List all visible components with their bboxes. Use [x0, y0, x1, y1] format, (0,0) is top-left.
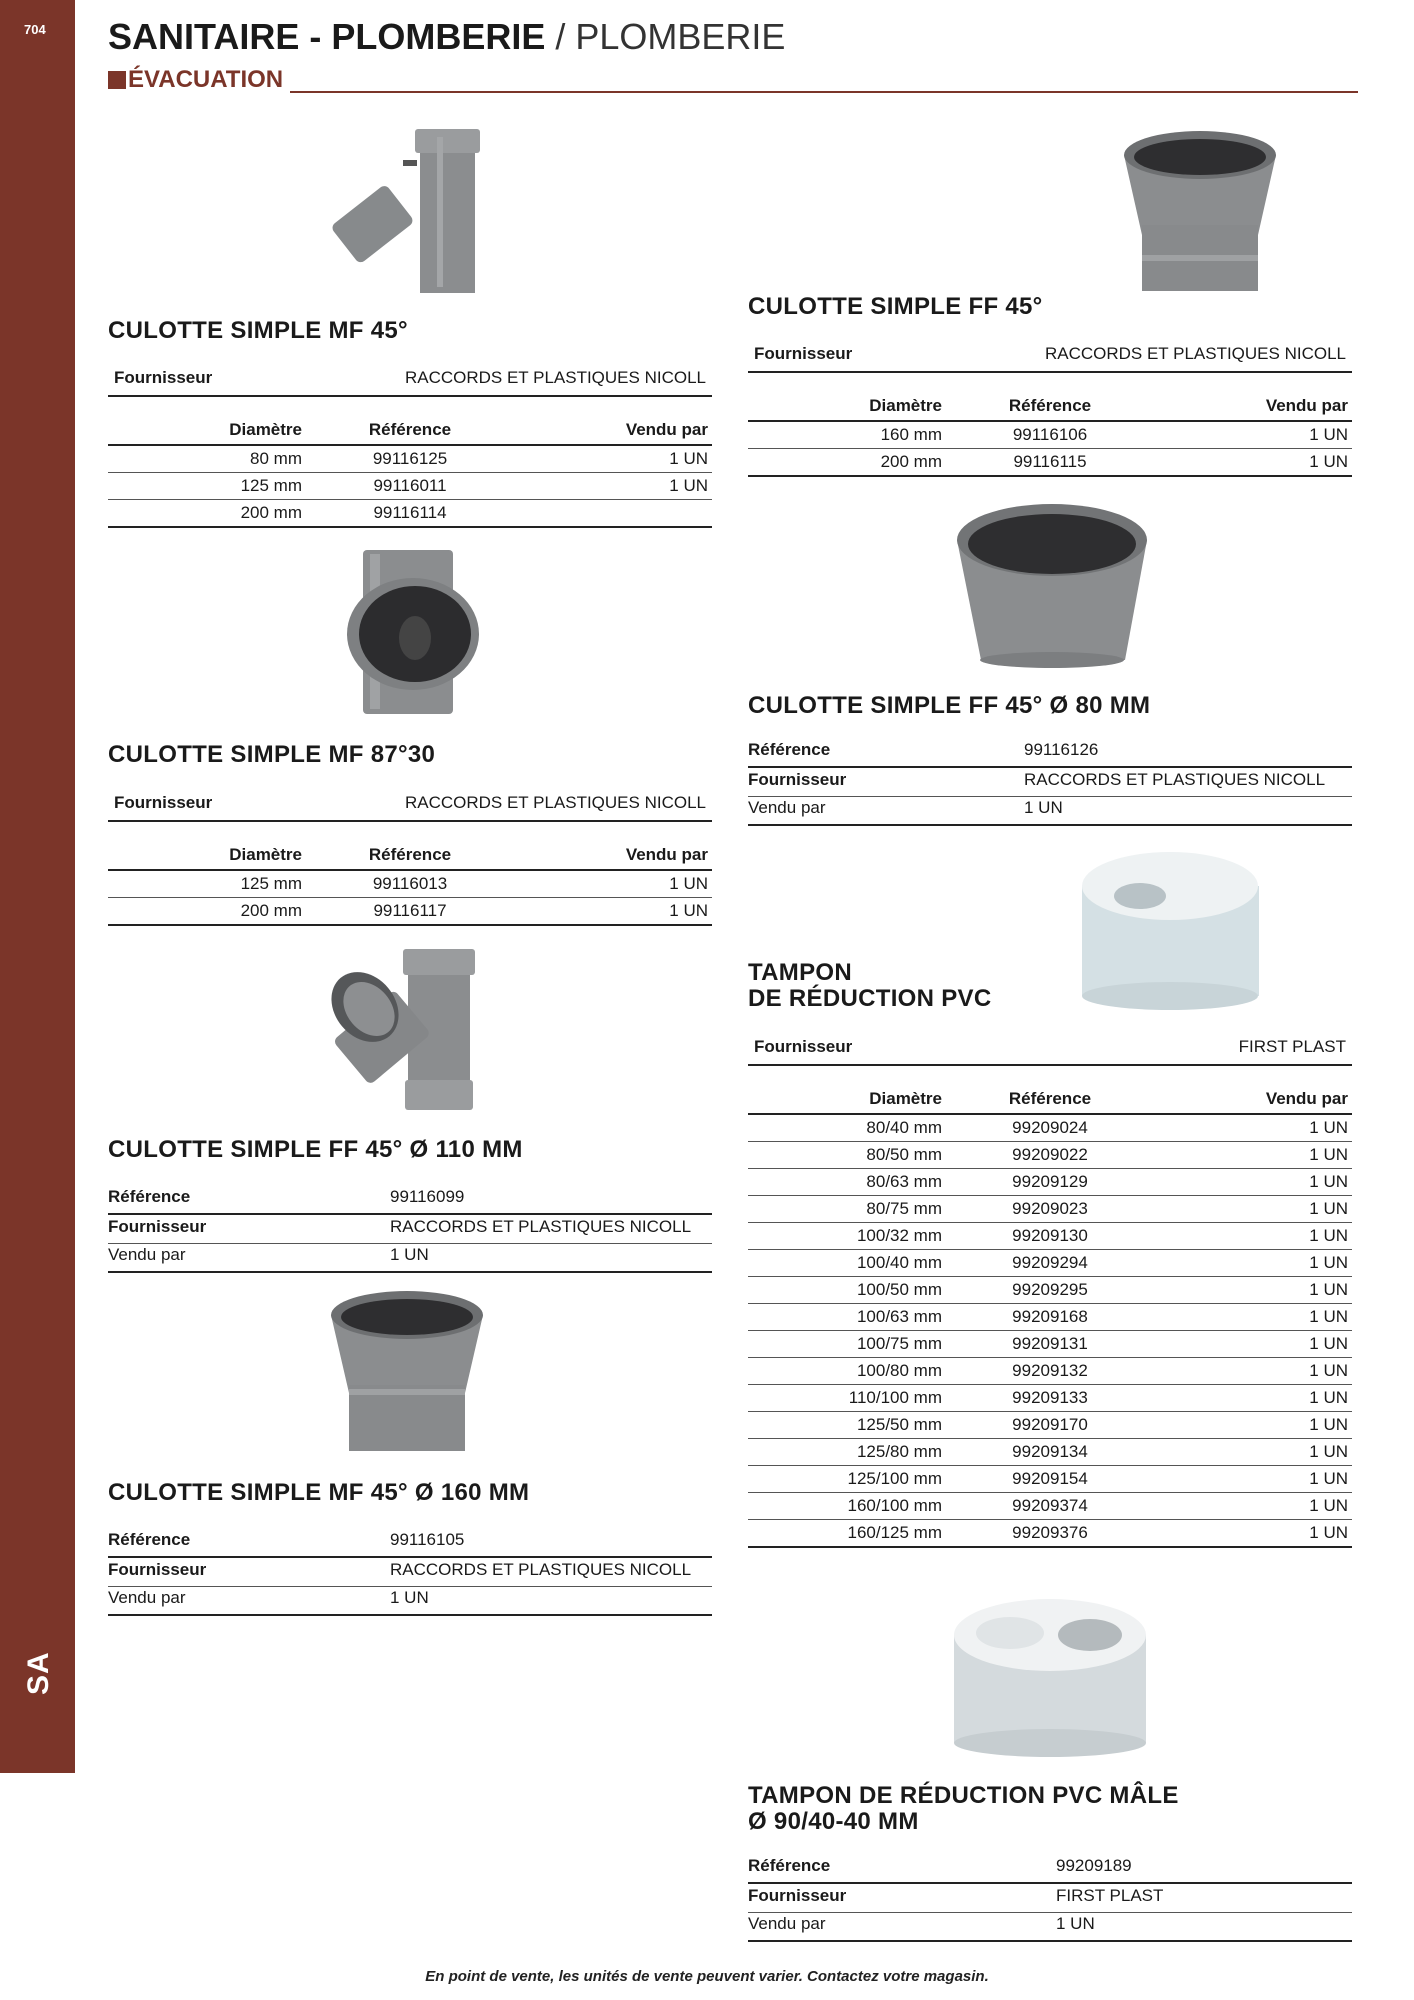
cell-diametre: 200 mm: [108, 500, 306, 528]
culotte-ff45-image: [1118, 125, 1283, 295]
product-title-culotte-ff45-80: CULOTTE SIMPLE FF 45° Ø 80 MM: [748, 692, 1151, 719]
table-row: [748, 1277, 1352, 1304]
supplier-label: Fournisseur: [108, 1217, 207, 1236]
tampon-reduction-image: [1078, 848, 1263, 1013]
header-reference: Référence: [306, 416, 514, 445]
cell-vendu-par: 1 UN: [1154, 449, 1352, 477]
product-title-culotte-mf45: CULOTTE SIMPLE MF 45°: [108, 317, 408, 344]
cell-vendu-par: 1 UN: [1154, 1331, 1352, 1358]
header-diametre: Diamètre: [108, 841, 306, 870]
cell-reference: 99209133: [946, 1385, 1154, 1412]
table-row: [748, 1358, 1352, 1385]
supplier-row: [108, 368, 712, 397]
reference-value: 99116105: [390, 1530, 465, 1549]
page-title: [108, 16, 785, 58]
supplier-label: Fournisseur: [114, 368, 213, 387]
table-row: [108, 898, 712, 926]
culotte-mf45-160-image: [325, 1285, 490, 1455]
cell-vendu-par: 1 UN: [1154, 1520, 1352, 1548]
reference-row: [748, 740, 1352, 768]
supplier-value: FIRST PLAST: [1238, 1037, 1346, 1056]
table-row: [748, 1385, 1352, 1412]
culotte-ff45-110-image: [325, 945, 500, 1115]
header-diametre: Diamètre: [748, 1085, 946, 1114]
cell-diametre: 80/40 mm: [748, 1114, 946, 1142]
reference-label: Référence: [108, 1530, 191, 1549]
cell-vendu-par: 1 UN: [514, 445, 712, 473]
cell-reference: 99209023: [946, 1196, 1154, 1223]
header-reference: Référence: [946, 392, 1154, 421]
section-heading: [108, 66, 283, 94]
cell-vendu-par: 1 UN: [1154, 1250, 1352, 1277]
product-title-tampon-reduction: [748, 960, 992, 1012]
cell-reference: 99209022: [946, 1142, 1154, 1169]
cell-vendu-par: 1 UN: [514, 898, 712, 926]
table-row: [748, 421, 1352, 449]
table-row: [748, 449, 1352, 477]
table-row: [748, 1169, 1352, 1196]
supplier-value: RACCORDS ET PLASTIQUES NICOLL: [404, 368, 706, 387]
supplier-value: RACCORDS ET PLASTIQUES NICOLL: [1024, 770, 1326, 789]
cell-diametre: 100/80 mm: [748, 1358, 946, 1385]
supplier-value: RACCORDS ET PLASTIQUES NICOLL: [390, 1560, 692, 1579]
supplier-row: [108, 1560, 712, 1587]
table-row: [748, 1304, 1352, 1331]
cell-diametre: 125/50 mm: [748, 1412, 946, 1439]
cell-diametre: 100/75 mm: [748, 1331, 946, 1358]
table-row: [748, 1142, 1352, 1169]
supplier-value: FIRST PLAST: [1056, 1886, 1164, 1905]
title-line-2: DE RÉDUCTION PVC: [748, 985, 992, 1012]
cell-diametre: 160/100 mm: [748, 1493, 946, 1520]
cell-diametre: 80/50 mm: [748, 1142, 946, 1169]
cell-diametre: 125/80 mm: [748, 1439, 946, 1466]
cell-diametre: 200 mm: [748, 449, 946, 477]
cell-reference: 99209130: [946, 1223, 1154, 1250]
cell-reference: 99209374: [946, 1493, 1154, 1520]
cell-vendu-par: [514, 500, 712, 528]
cell-vendu-par: 1 UN: [1154, 1439, 1352, 1466]
supplier-label: Fournisseur: [114, 793, 213, 812]
table-row: [108, 500, 712, 528]
cell-reference: 99116011: [306, 473, 514, 500]
cell-vendu-par: 1 UN: [1154, 1277, 1352, 1304]
unit-label: Vendu par: [748, 798, 826, 817]
product-title-tampon-male: [748, 1783, 1179, 1835]
reference-label: Référence: [748, 1856, 831, 1875]
supplier-row: [108, 1217, 712, 1244]
supplier-label: Fournisseur: [748, 1886, 847, 1905]
reference-label: Référence: [108, 1187, 191, 1206]
table-row: [748, 1331, 1352, 1358]
supplier-label: Fournisseur: [754, 344, 853, 363]
cell-reference: 99209134: [946, 1439, 1154, 1466]
supplier-row: [748, 344, 1352, 373]
cell-reference: 99209376: [946, 1520, 1154, 1548]
cell-vendu-par: 1 UN: [1154, 1114, 1352, 1142]
unit-row: [108, 1588, 712, 1616]
cell-vendu-par: 1 UN: [1154, 1358, 1352, 1385]
cell-diametre: 125/100 mm: [748, 1466, 946, 1493]
cell-reference: 99209024: [946, 1114, 1154, 1142]
unit-value: 1 UN: [390, 1588, 429, 1607]
reference-row: [108, 1530, 712, 1558]
header-vendu-par: Vendu par: [514, 416, 712, 445]
cell-diametre: 100/32 mm: [748, 1223, 946, 1250]
tampon-male-image: [950, 1595, 1150, 1760]
product-title-culotte-mf45-160: CULOTTE SIMPLE MF 45° Ø 160 MM: [108, 1479, 530, 1506]
product-title-culotte-ff45-110: CULOTTE SIMPLE FF 45° Ø 110 MM: [108, 1136, 523, 1163]
cell-diametre: 110/100 mm: [748, 1385, 946, 1412]
cell-vendu-par: 1 UN: [1154, 1196, 1352, 1223]
unit-row: [108, 1245, 712, 1273]
unit-row: [748, 1914, 1352, 1942]
title-line-2: Ø 90/40-40 MM: [748, 1808, 919, 1835]
cell-diametre: 80/63 mm: [748, 1169, 946, 1196]
cell-diametre: 125 mm: [108, 870, 306, 898]
cell-diametre: 125 mm: [108, 473, 306, 500]
page-subtitle: PLOMBERIE: [575, 16, 786, 57]
cell-reference: 99116115: [946, 449, 1154, 477]
unit-value: 1 UN: [1024, 798, 1063, 817]
table-row: [748, 1114, 1352, 1142]
reference-value: 99116126: [1024, 740, 1099, 759]
section-divider: [290, 91, 1358, 93]
header-vendu-par: Vendu par: [1154, 392, 1352, 421]
cell-diametre: 160 mm: [748, 421, 946, 449]
page-title-main: SANITAIRE - PLOMBERIE: [108, 16, 546, 57]
header-diametre: Diamètre: [748, 392, 946, 421]
header-vendu-par: Vendu par: [1154, 1085, 1352, 1114]
reference-value: 99116099: [390, 1187, 465, 1206]
cell-reference: 99209168: [946, 1304, 1154, 1331]
reference-row: [108, 1187, 712, 1215]
cell-diametre: 80 mm: [108, 445, 306, 473]
cell-vendu-par: 1 UN: [1154, 1466, 1352, 1493]
unit-value: 1 UN: [390, 1245, 429, 1264]
header-reference: Référence: [306, 841, 514, 870]
cell-reference: 99116013: [306, 870, 514, 898]
cell-vendu-par: 1 UN: [1154, 1412, 1352, 1439]
supplier-row: [108, 793, 712, 822]
cell-diametre: 100/40 mm: [748, 1250, 946, 1277]
title-line-1: TAMPON: [748, 959, 853, 986]
table-row: [748, 1466, 1352, 1493]
unit-label: Vendu par: [108, 1245, 186, 1264]
header-vendu-par: Vendu par: [514, 841, 712, 870]
unit-label: Vendu par: [108, 1588, 186, 1607]
cell-vendu-par: 1 UN: [1154, 1304, 1352, 1331]
cell-vendu-par: 1 UN: [1154, 1385, 1352, 1412]
product-title-culotte-ff45: CULOTTE SIMPLE FF 45°: [748, 293, 1043, 320]
cell-reference: 99209295: [946, 1277, 1154, 1304]
cell-diametre: 100/63 mm: [748, 1304, 946, 1331]
table-row: [748, 1412, 1352, 1439]
culotte-mf8730-image: [335, 548, 490, 718]
supplier-row: [748, 1886, 1352, 1913]
table-row: [108, 445, 712, 473]
cell-reference: 99209129: [946, 1169, 1154, 1196]
title-line-1: TAMPON DE RÉDUCTION PVC MÂLE: [748, 1782, 1179, 1809]
reference-value: 99209189: [1056, 1856, 1132, 1875]
product-table-culotte-ff45: [748, 392, 1352, 477]
table-row: [748, 1520, 1352, 1548]
table-row: [748, 1439, 1352, 1466]
table-row: [108, 473, 712, 500]
supplier-label: Fournisseur: [108, 1560, 207, 1579]
supplier-label: Fournisseur: [748, 770, 847, 789]
cell-reference: 99209131: [946, 1331, 1154, 1358]
cell-vendu-par: 1 UN: [1154, 421, 1352, 449]
cell-vendu-par: 1 UN: [1154, 1493, 1352, 1520]
product-title-culotte-mf8730: CULOTTE SIMPLE MF 87°30: [108, 741, 436, 768]
table-row: [108, 870, 712, 898]
product-table-culotte-mf45: [108, 416, 712, 528]
supplier-row: [748, 1037, 1352, 1066]
cell-vendu-par: 1 UN: [1154, 1169, 1352, 1196]
footer-note: En point de vente, les unités de vente peuvent varier. Contactez votre magasin.: [425, 1968, 989, 1985]
cell-reference: 99116117: [306, 898, 514, 926]
culotte-ff45-80-image: [955, 500, 1150, 670]
cell-diametre: 100/50 mm: [748, 1277, 946, 1304]
section-code: SA: [22, 1651, 55, 1695]
table-row: [748, 1196, 1352, 1223]
supplier-row: [748, 770, 1352, 797]
cell-reference: 99209154: [946, 1466, 1154, 1493]
unit-row: [748, 798, 1352, 826]
section-marker-icon: [108, 71, 126, 89]
table-row: [748, 1250, 1352, 1277]
product-table-culotte-mf8730: [108, 841, 712, 926]
cell-reference: 99116106: [946, 421, 1154, 449]
supplier-value: RACCORDS ET PLASTIQUES NICOLL: [404, 793, 706, 812]
supplier-value: RACCORDS ET PLASTIQUES NICOLL: [1044, 344, 1346, 363]
cell-diametre: 80/75 mm: [748, 1196, 946, 1223]
cell-vendu-par: 1 UN: [514, 870, 712, 898]
supplier-value: RACCORDS ET PLASTIQUES NICOLL: [390, 1217, 692, 1236]
supplier-label: Fournisseur: [754, 1037, 853, 1056]
cell-reference: 99209294: [946, 1250, 1154, 1277]
unit-label: Vendu par: [748, 1914, 826, 1933]
title-separator: /: [545, 16, 576, 57]
product-table-tampon-reduction: [748, 1085, 1352, 1548]
cell-diametre: 200 mm: [108, 898, 306, 926]
page-number: 704: [24, 22, 46, 37]
table-row: [748, 1493, 1352, 1520]
cell-reference: 99116114: [306, 500, 514, 528]
header-diametre: Diamètre: [108, 416, 306, 445]
culotte-mf45-image: [325, 125, 500, 295]
sidebar-band: [0, 0, 75, 1773]
header-reference: Référence: [946, 1085, 1154, 1114]
cell-reference: 99209170: [946, 1412, 1154, 1439]
unit-value: 1 UN: [1056, 1914, 1095, 1933]
cell-vendu-par: 1 UN: [1154, 1223, 1352, 1250]
cell-reference: 99209132: [946, 1358, 1154, 1385]
reference-label: Référence: [748, 740, 831, 759]
reference-row: [748, 1856, 1352, 1884]
table-row: [748, 1223, 1352, 1250]
cell-reference: 99116125: [306, 445, 514, 473]
cell-vendu-par: 1 UN: [1154, 1142, 1352, 1169]
cell-vendu-par: 1 UN: [514, 473, 712, 500]
section-label: ÉVACUATION: [128, 66, 284, 93]
cell-diametre: 160/125 mm: [748, 1520, 946, 1548]
